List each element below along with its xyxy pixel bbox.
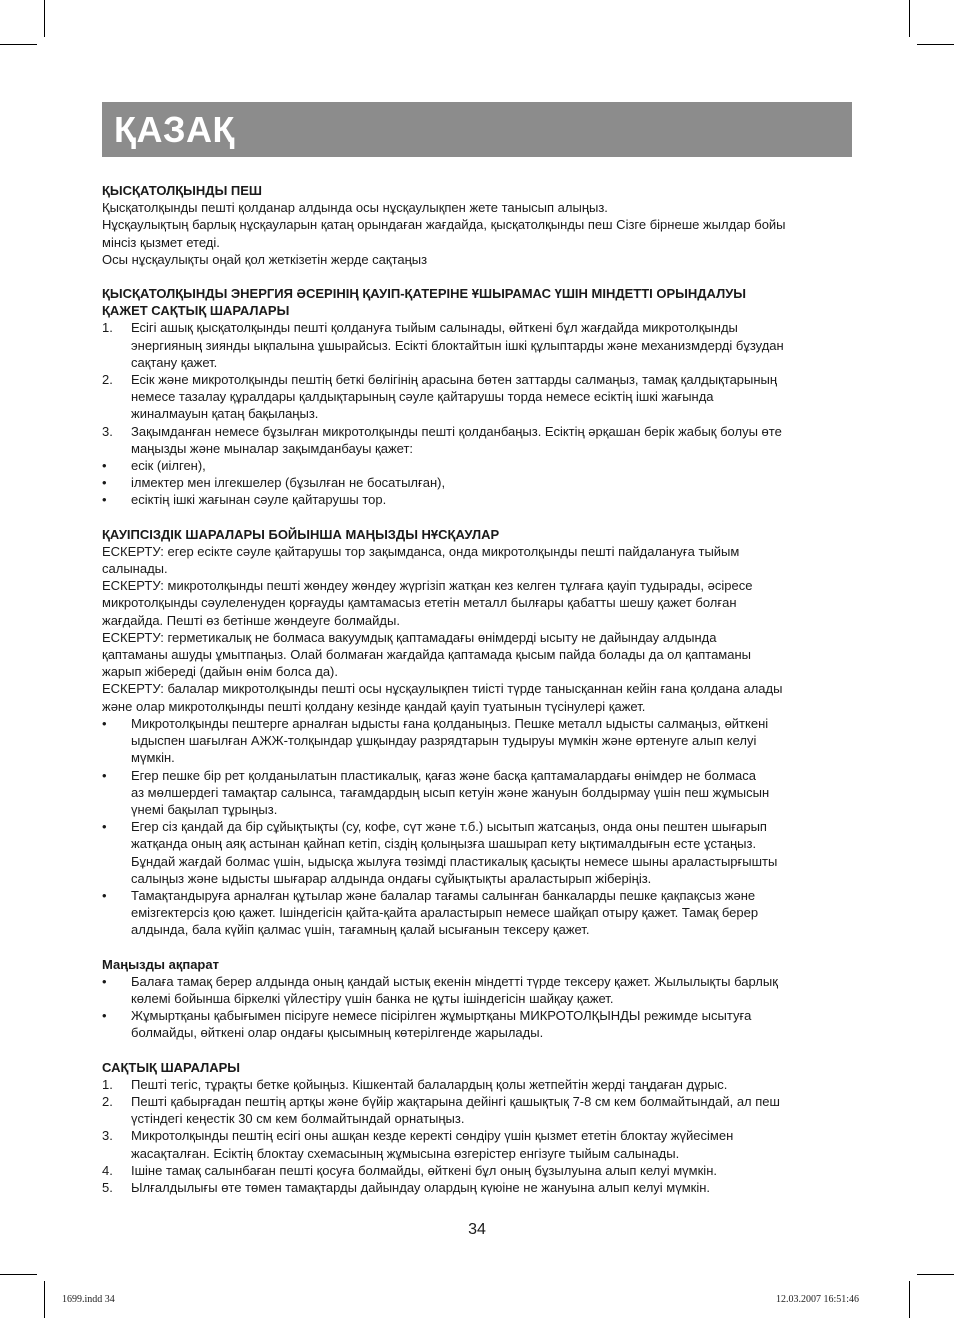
section-header-bar	[102, 102, 852, 157]
list-item-line: есік (иілген),	[131, 458, 206, 474]
list-marker: •	[102, 767, 107, 783]
section-title: ҚЫСҚАТОЛҚЫНДЫ ПЕШ	[102, 183, 262, 198]
list-item-line: көлемі бойынша біркелкі үйлестіру үшін банка не құты ішіндегісін шайқау қажет.	[131, 990, 614, 1006]
warning-line: салынады.	[102, 561, 168, 577]
list-item-line: Микротолқынды пештің есігі оны ашқан кезде керекті сөндіру үшін қызмет ететін блоктау жүйесімен	[131, 1128, 734, 1144]
list-item	[102, 491, 854, 508]
list-item-line: Есік және микротолқынды пештің беткі бөлігінің арасына бөтен заттарды салмаңыз, тамақ қалдықтарының	[131, 372, 778, 388]
list-item	[102, 818, 854, 887]
list-marker: •	[102, 715, 107, 731]
warning-line: микротолқынды сәулеленуден қорғауды қамтамасыз ететін металл былғары қабатты шешу қажет болған	[102, 595, 737, 611]
crop-mark	[909, 1281, 910, 1318]
document-body	[102, 182, 854, 1196]
list-item-line: Егер сіз қандай да бір сұйықтықты (су, кофе, сүт және т.б.) ысытып жатсаңыз, онда оны пештен шығарып	[131, 819, 767, 835]
list-item	[102, 457, 854, 474]
warning-line: ЕСКЕРТУ: герметикалық не болмаса вакуумдық қаптамадағы өнімдерді ысыту не дайындау алдында	[102, 629, 717, 645]
list-marker: 4.	[102, 1162, 113, 1178]
list-item	[102, 423, 854, 457]
list-item-line: немесе тазалау құралдары қалдықтарының сәуле қайтарушы торда немесе есіктің ішкі жағында	[131, 389, 714, 405]
warning-line: ЕСКЕРТУ: балалар микротолқынды пешті осы нұсқаулықпен тиісті түрде танысқаннан кейін ғана қолдана алады	[102, 681, 783, 697]
text-line: Нұсқаулықтың барлық нұсқауларын қатаң орындаған жағдайда, қысқатолқынды пеш Сізге бірнеше жылдар бойы	[102, 217, 786, 233]
list-item-line: үстіндегі кеңестік 30 см кем болмайтындай орнатыңыз.	[131, 1111, 465, 1127]
list-marker: •	[102, 492, 107, 508]
warning-line: жарып жібереді (дайын өнім болса да).	[102, 664, 338, 680]
list-item-line: жасақталған. Есіктің блоктау схемасының жұмысына өзгерістер енгізуге тыйым салынады.	[131, 1145, 680, 1161]
crop-mark	[0, 1274, 37, 1275]
section-title: ҚЫСҚАТОЛҚЫНДЫ ЭНЕРГИЯ ӘСЕРІНІҢ ҚАУІП-ҚАТЕРІНЕ ҰШЫРАМАС ҮШІН МІНДЕТТІ ОРЫНДАЛУЫ	[102, 286, 747, 302]
list-item	[102, 1093, 854, 1127]
list-item	[102, 371, 854, 423]
list-marker: •	[102, 1008, 107, 1024]
list-item-line: есіктің ішкі жағынан сәуле қайтарушы тор.	[131, 492, 387, 508]
crop-mark	[917, 44, 954, 45]
list-item-line: Зақымданған немесе бұзылған микротолқынды пешті қолданбаңыз. Есіктің әрқашан берік жабық болуы өте	[131, 423, 782, 439]
list-marker: •	[102, 973, 107, 989]
numbered-list	[102, 319, 854, 508]
list-item	[102, 767, 854, 819]
list-item-line: емізгектерсіз қою қажет. Ішіндегісін қайта-қайта араластырып немесе шайқап отыру қажет. Тамақ берер	[131, 905, 759, 921]
list-item-line: маңызды және мыналар зақымданбауы қажет:	[131, 440, 414, 456]
warning-line: жағдайда. Пешті өз бетінше жөндеуге болмайды.	[102, 612, 400, 628]
list-marker: •	[102, 475, 107, 491]
crop-mark	[917, 1274, 954, 1275]
warning-line: ЕСКЕРТУ: егер есікте сәуле қайтарушы тор зақымданса, онда микротолқынды пешті пайдалануға тыйым	[102, 543, 740, 559]
crop-mark	[44, 1281, 45, 1318]
warning-line: және олар микротолқынды пешті қолдану кезінде қандай қауіп туатынын түсінулері қажет.	[102, 698, 646, 714]
list-item	[102, 715, 854, 767]
list-item-line: салыңыз және ыдысты шығарар алдында ондағы сұйықтықты араластырып жіберіңіз.	[131, 870, 652, 886]
list-item	[102, 973, 854, 1007]
list-item-line: Пешті қабырғадан пештің артқы және бүйір жақтарына дейінгі қашықтық 7-8 см кем болмайтындай, ал пеш	[131, 1093, 780, 1109]
list-item	[102, 887, 854, 939]
text-line: мінсіз қызмет етеді.	[102, 234, 220, 250]
text-line: Қысқатолқынды пешті қолданар алдында осы нұсқаулықпен жете танысып алыңыз.	[102, 200, 608, 216]
list-item	[102, 1007, 854, 1041]
list-item	[102, 1162, 854, 1179]
list-item-line: Пешті тегіс, тұрақты бетке қойыңыз. Кішкентай балалардың қолы жетпейтін жерді таңдаған дұрыс.	[131, 1076, 728, 1092]
list-marker: •	[102, 819, 107, 835]
list-marker: 1.	[102, 1076, 113, 1092]
list-item-line: Микротолқынды пештерге арналған ыдысты ғана қолданыңыз. Пешке металл ыдысты салмаңыз, өйткені	[131, 715, 769, 731]
list-marker: 2.	[102, 372, 113, 388]
list-item-line: Егер пешке бір рет қолданылатын пластикалық, қағаз және басқа қаптамалардағы өнімдер не болмаса	[131, 767, 757, 783]
crop-mark	[909, 0, 910, 37]
section-title: ҚАЖЕТ САҚТЫҚ ШАРАЛАРЫ	[102, 303, 290, 319]
section-title: Маңызды ақпарат	[102, 956, 219, 972]
footer-file: 1699.indd 34	[62, 1294, 115, 1305]
list-marker: 3.	[102, 423, 113, 439]
list-item-line: Ылғалдылығы өте төмен тамақтарды дайындау олардың күюіне не жануына алып келуі мүмкін.	[131, 1179, 711, 1195]
footer-datetime: 12.03.2007 16:51:46	[776, 1294, 860, 1305]
crop-mark	[0, 44, 37, 45]
list-item-line: энергияның зиянды ықпалына ұшырайсыз. Есікті блоктайтын ішкі құлыптарды және механизмдерді бұзудан	[131, 337, 784, 353]
language-title: ҚАЗАҚ	[114, 109, 235, 150]
list-item-line: ыдыспен шағылған АЖЖ-толқындар ұшқындау разрядтарын тудыруы мүмкін және өртенуге алып келуі	[131, 733, 757, 749]
list-item-line: Есігі ашық қысқатолқынды пешті қолдануға тыйым салынады, өйткені бұл жағдайда микротолқынды	[131, 320, 738, 336]
list-item	[102, 474, 854, 491]
list-marker: 2.	[102, 1093, 113, 1109]
list-item-line: алдында, бала күйіп қалмас үшін, тағамның қалай ысығанын тексеру қажет.	[131, 922, 590, 938]
list-item-line: сақтану қажет.	[131, 354, 218, 370]
list-item	[102, 1127, 854, 1161]
list-marker: 3.	[102, 1128, 113, 1144]
list-item-line: мүмкін.	[131, 750, 175, 766]
list-item-line: ілмектер мен ілгекшелер (бұзылған не босатылған),	[131, 475, 446, 491]
list-marker: 5.	[102, 1179, 113, 1195]
list-item-line: болмайды, өйткені олар ондағы қысымның көтерілгенде жарылады.	[131, 1025, 544, 1041]
bullet-list	[102, 973, 854, 1042]
list-marker: •	[102, 887, 107, 903]
warning-line: ЕСКЕРТУ: микротолқынды пешті жөндеу жөндеу жүргізіп жатқан кез келген тұлғаға қауіп тудырады, әсіресе	[102, 578, 753, 594]
page-number: 34	[468, 1221, 486, 1238]
section-title: ҚАУІПСІЗДІК ШАРАЛАРЫ БОЙЫНША МАҢЫЗДЫ НҰСҚАУЛАР	[102, 526, 500, 542]
list-item	[102, 1076, 854, 1093]
list-item	[102, 1179, 854, 1196]
list-item-line: жатқанда оның аяқ астынан қайнап кетіп, сіздің қолыңызға шашырап кету ықтималдығын есте ұстаңыз.	[131, 836, 757, 852]
bullet-list	[102, 715, 854, 939]
list-item-line: үнемі бақылап тұрыңыз.	[131, 801, 278, 817]
section-title: САҚТЫҚ ШАРАЛАРЫ	[102, 1059, 241, 1075]
list-marker: •	[102, 458, 107, 474]
numbered-list	[102, 1076, 854, 1196]
list-item-line: жиналмауын қатаң бақылаңыз.	[131, 406, 319, 422]
list-item	[102, 319, 854, 371]
list-marker: 1.	[102, 320, 113, 336]
list-item-line: Бұндай жағдай болмас үшін, ыдысқа жылуға төзімді пластикалық қасықты немесе шыны араластырғышты	[131, 853, 778, 869]
text-line: Осы нұсқаулықты оңай қол жеткізетін жерде сақтаңыз	[102, 251, 428, 267]
list-item-line: Ішіне тамақ салынбаған пешті қосуға болмайды, өйткені бұл оның бұзылуына алып келуі мүмкін.	[131, 1162, 717, 1178]
crop-mark	[44, 0, 45, 37]
list-item-line: Балаға тамақ берер алдында оның қандай ыстық екенін міндетті түрде тексеру қажет. Жылылықты барлық	[131, 973, 778, 989]
list-item-line: аз мөлшердегі тамақтар салынса, тағамдардың ысып кетуін және жануын болдырмау үшін пеш жұмысын	[131, 784, 770, 800]
warning-line: қаптаманы ашуды ұмытпаңыз. Олай болмаған жағдайда қаптамада қысым пайда болады да ол қаптаманы	[102, 647, 751, 663]
list-item-line: Тамақтандыруға арналған құтылар және балалар тағамы салынған банкаларды пешке қақпақсыз және	[131, 887, 756, 903]
list-item-line: Жұмыртқаны қабығымен пісіруге немесе пісірілген жұмыртқаны МИКРОТОЛҚЫНДЫ режимде ысытуға	[131, 1008, 752, 1024]
